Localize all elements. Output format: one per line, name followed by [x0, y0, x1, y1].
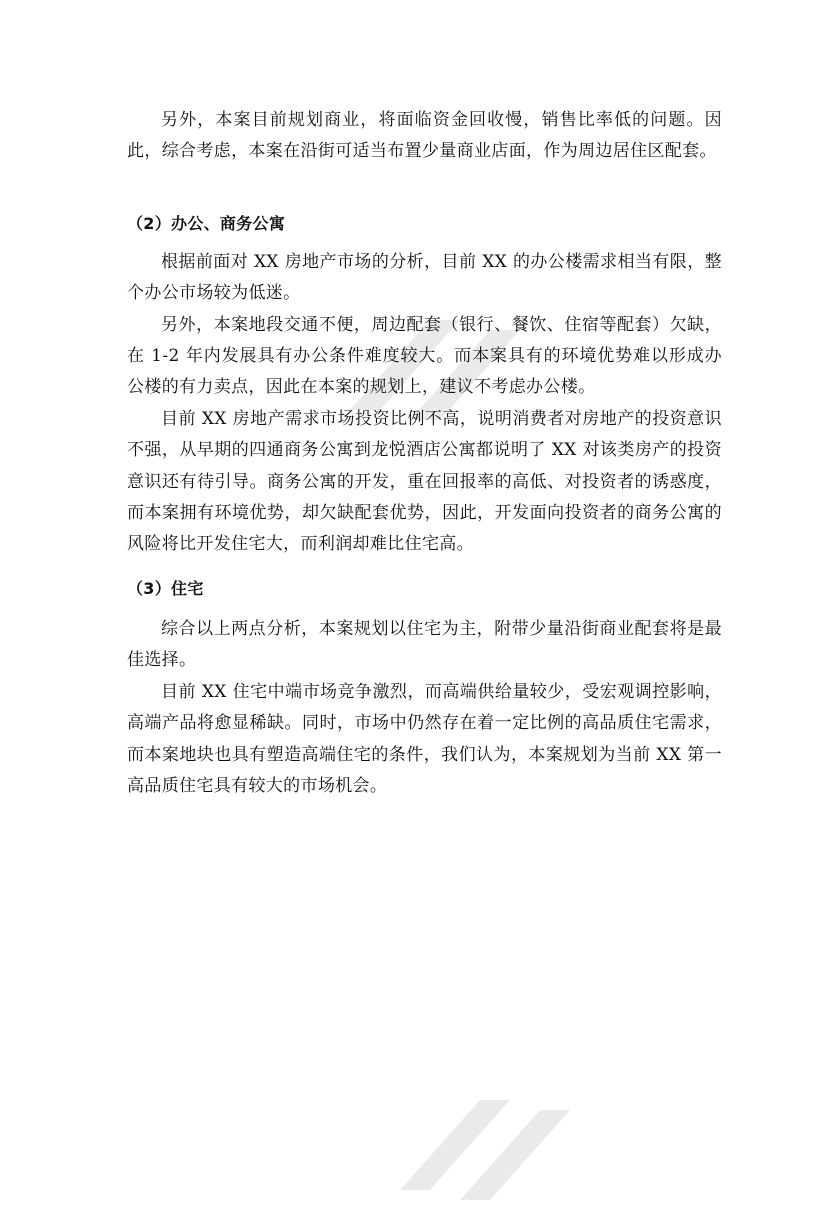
paragraph-office-demand: 根据前面对 XX 房地产市场的分析，目前 XX 的办公楼需求相当有限，整个办公市场较为低迷。 — [127, 251, 722, 304]
document-body — [127, 105, 722, 802]
watermark-logo — [380, 1080, 580, 1220]
paragraph-office-location: 另外，本案地段交通不便，周边配套（银行、餐饮、住宿等配套）欠缺，在 1-2 年内发展具有办公条件难度较大。而本案具有的环境优势难以形成办公楼的有力卖点，因此在本案的规划上，建议不考虑办公楼。 — [127, 314, 722, 398]
heading-residential: （3）住宅 — [127, 578, 204, 598]
paragraph-residential-market: 目前 XX 住宅中端市场竞争激烈，而高端供给量较少，受宏观调控影响，高端产品将愈显稀缺。同时，市场中仍然存在着一定比例的高品质住宅需求，而本案地块也具有塑造高端住宅的条件，我们认为，本案规划为当前 XX 第一高品质住宅具有较大的市场机会。 — [127, 681, 722, 796]
paragraph-commercial-conclusion: 另外，本案目前规划商业，将面临资金回收慢，销售比率低的问题。因此，综合考虑，本案在沿街可适当布置少量商业店面，作为周边居住区配套。 — [127, 110, 722, 162]
paragraph-residential-summary: 综合以上两点分析，本案规划以住宅为主，附带少量沿街商业配套将是最佳选择。 — [127, 618, 722, 671]
heading-office-apartment: （2）办公、商务公寓 — [127, 213, 286, 233]
paragraph-office-investment: 目前 XX 房地产需求市场投资比例不高，说明消费者对房地产的投资意识不强，从早期的四通商务公寓到龙悦酒店公寓都说明了 XX 对该类房产的投资意识还有待引导。商务公寓的开发，重在回报率的高低、对投资者的诱惑度，而本案拥有环境优势，却欠缺配套优势，因此，开发面向投资者的商务公寓的风险将比开发住宅大，而利润却难比住宅高。 — [127, 408, 722, 555]
